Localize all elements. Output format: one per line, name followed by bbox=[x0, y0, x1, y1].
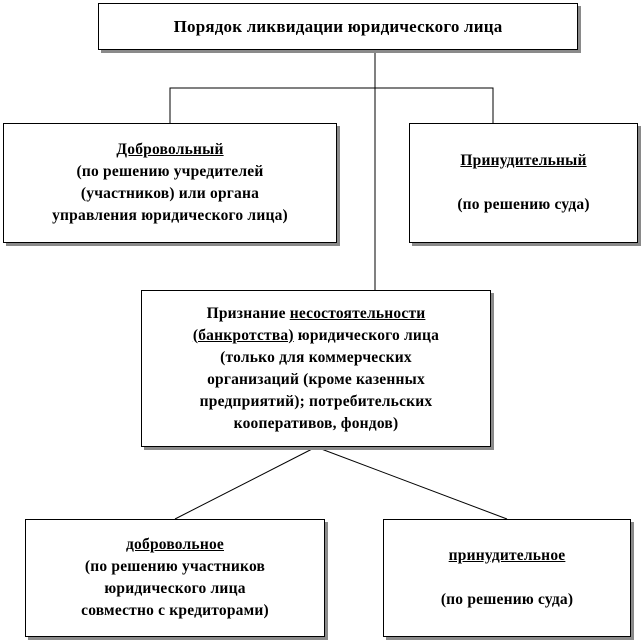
bankruptcy-voluntary-line-1: (по решению участников bbox=[84, 558, 266, 575]
bankruptcy-forced-node bbox=[383, 519, 631, 637]
bankruptcy-line-2 bbox=[193, 325, 439, 347]
bankruptcy-line-3: (только для коммерческих bbox=[220, 348, 412, 366]
bankruptcy-line-4: организаций (кроме казенных bbox=[207, 370, 425, 388]
forced-liquidation-node bbox=[409, 123, 638, 243]
bankruptcy-line-5: предприятий); потребительских bbox=[199, 392, 433, 410]
connector-bankruptcy-to-voluntary bbox=[175, 447, 316, 519]
bankruptcy-voluntary-node bbox=[25, 519, 325, 637]
bankruptcy-voluntary-line-2: юридического лица bbox=[104, 580, 246, 597]
root-node bbox=[98, 3, 578, 50]
bankruptcy-node bbox=[141, 290, 491, 447]
forced-line-1: (по решению суда) bbox=[457, 196, 590, 213]
voluntary-liquidation-node bbox=[3, 123, 337, 243]
bankruptcy-line-1-prefix: Признание bbox=[206, 304, 290, 322]
connector-branch-bar bbox=[170, 88, 493, 123]
bankruptcy-line-2-suffix: юридического лица bbox=[293, 326, 440, 344]
root-title: Порядок ликвидации юридического лица bbox=[173, 16, 503, 36]
bankruptcy-voluntary-heading: добровольное bbox=[126, 536, 224, 553]
voluntary-line-2: (участников) или органа bbox=[80, 185, 260, 202]
bankruptcy-line-1-underlined: несостоятельности bbox=[289, 304, 426, 322]
bankruptcy-forced-line-1: (по решению суда) bbox=[440, 591, 574, 608]
connector-bankruptcy-to-forced bbox=[316, 447, 507, 519]
voluntary-heading: Добровольный bbox=[116, 141, 224, 158]
bankruptcy-line-2-underlined: (банкротства) bbox=[192, 326, 294, 344]
bankruptcy-voluntary-line-3: совместно с кредиторами) bbox=[81, 602, 269, 619]
voluntary-line-1: (по решению учредителей bbox=[76, 163, 264, 180]
forced-heading: Принудительный bbox=[460, 152, 587, 169]
bankruptcy-line-1 bbox=[207, 303, 426, 325]
bankruptcy-line-6: кооперативов, фондов) bbox=[233, 414, 399, 432]
bankruptcy-forced-heading: принудительное bbox=[448, 547, 566, 564]
voluntary-line-3: управления юридического лица) bbox=[52, 207, 288, 224]
